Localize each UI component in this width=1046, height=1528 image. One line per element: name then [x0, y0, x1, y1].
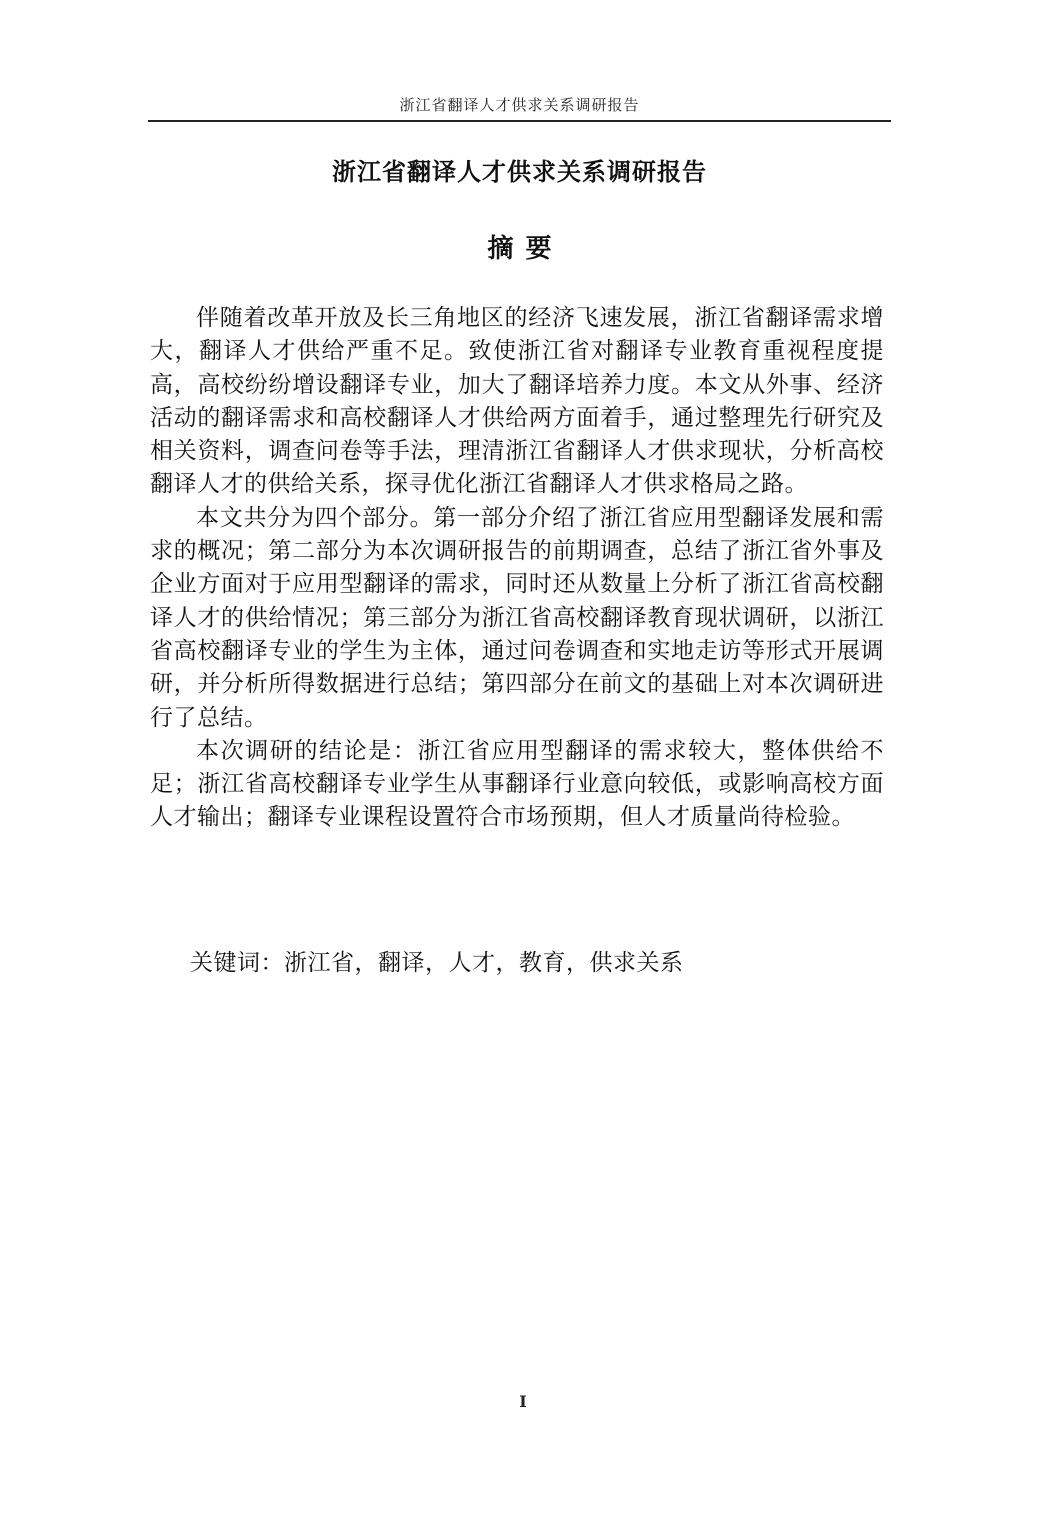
page-number: I	[519, 1392, 527, 1411]
abstract-paragraph-2: 本文共分为四个部分。第一部分介绍了浙江省应用型翻译发展和需求的概况；第二部分为本次调研报告的前期调查，总结了浙江省外事及企业方面对于应用型翻译的需求，同时还从数量上分析了浙江省高校翻译人才的供给情况；第三部分为浙江省高校翻译教育现状调研，以浙江省高校翻译专业的学生为主体，通过问卷调查和实地走访等形式开展调研，并分析所得数据进行总结；第四部分在前文的基础上对本次调研进行了总结。	[150, 504, 884, 731]
abstract-paragraph-3: 本次调研的结论是：浙江省应用型翻译的需求较大，整体供给不足；浙江省高校翻译专业学生从事翻译行业意向较低，或影响高校方面人才输出；翻译专业课程设置符合市场预期，但人才质量尚待检验。	[150, 737, 884, 831]
abstract-body	[150, 302, 884, 835]
abstract-heading: 摘要	[487, 234, 564, 264]
header-rule	[148, 120, 891, 122]
document-title: 浙江省翻译人才供求关系调研报告	[332, 158, 707, 186]
abstract-paragraph-1: 伴随着改革开放及长三角地区的经济飞速发展，浙江省翻译需求增大，翻译人才供给严重不足。致使浙江省对翻译专业教育重视程度提高，高校纷纷增设翻译专业，加大了翻译培养力度。本文从外事、经济活动的翻译需求和高校翻译人才供给两方面着手，通过整理先行研究及相关资料，调查问卷等手法，理清浙江省翻译人才供求现状，分析高校翻译人才的供给关系，探寻优化浙江省翻译人才供求格局之路。	[150, 305, 884, 498]
running-header: 浙江省翻译人才供求关系调研报告	[399, 96, 640, 114]
keywords-line: 关键词：浙江省，翻译，人才，教育，供求关系	[190, 950, 684, 976]
